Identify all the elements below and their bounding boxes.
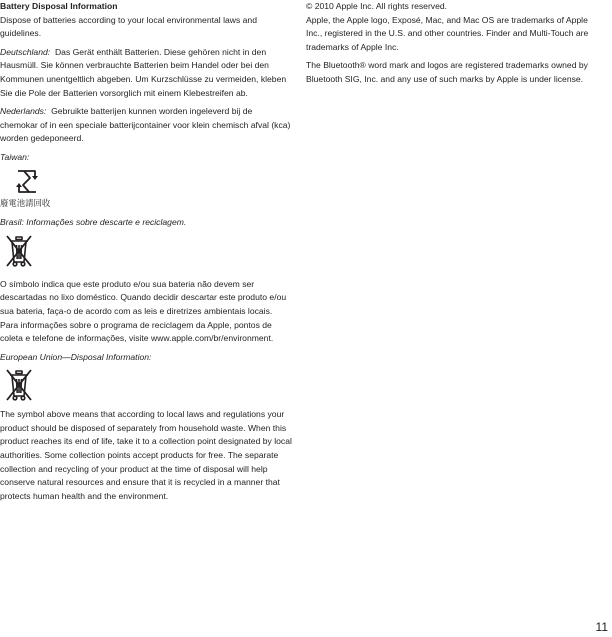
- brazil-label-paragraph: [0, 216, 292, 230]
- taiwan-label: Taiwan:: [0, 151, 30, 162]
- eu-label-paragraph: [0, 351, 292, 365]
- page-number: 11: [595, 620, 608, 634]
- netherlands-text: Gebruikte batterijen kunnen worden ingeleverd bij de chemokar of in een speciale batterijcontainer voor klein chemisch afval (kca) worden gedeponeerd.: [0, 106, 291, 144]
- trademark-text: Apple, the Apple logo, Exposé, Mac, and Mac OS are trademarks of Apple Inc., registered in the U.S. and other countries. Finder and Multi-Touch are trademarks of Apple Inc.: [306, 14, 589, 52]
- battery-intro: [0, 0, 292, 41]
- copyright-paragraph: [306, 0, 596, 14]
- eu-label: European Union—Disposal Information:: [0, 351, 152, 362]
- eu-paragraph: [0, 408, 292, 503]
- taiwan-label-paragraph: [0, 151, 292, 165]
- bluetooth-paragraph: [306, 59, 596, 86]
- brazil-label: Brasil: Informações sobre descarte e reciclagem.: [0, 217, 187, 228]
- netherlands-label: Nederlands:: [0, 106, 47, 117]
- brazil-text: O símbolo indica que este produto e/ou sua bateria não devem ser descartadas no lixo doméstico. Quando decidir descartar este produto e/ou sua bateria, faça-o de acordo com as leis e diretrizes ambientais locais. Para informações sobre o programa de reciclagem da Apple, pontos de coleta e telefone de informações, visite www.apple.com/br/environment.: [0, 278, 287, 344]
- germany-text: Das Gerät enthält Batterien. Diese gehören nicht in den Hausmüll. Sie können verbrauchte Batterien beim Handel oder bei den Kommunen unentgeltlich abgeben. Um Kurzschlüsse zu vermeiden, kleben Sie die Pole der Batterien vorsorglich mit einem Klebestreifen ab.: [0, 46, 287, 98]
- eu-text: The symbol above means that according to local laws and regulations your product should be disposed of separately from household waste. When this product reaches its end of life, take it to a collection point designated by local authorities. Some collection points accept products for free. The separate collection and recycling of your product at the time of disposal will help conserve natural resources and ensure that it is recycled in a manner that protects human health and the environment.: [0, 409, 292, 501]
- crossed-out-bin-icon: [4, 368, 34, 402]
- brazil-paragraph: [0, 278, 292, 346]
- intro-text: Dispose of batteries according to your local environmental laws and guidelines.: [0, 14, 257, 39]
- trademark-paragraph: [306, 14, 596, 55]
- germany-paragraph: [0, 46, 292, 100]
- germany-label: Deutschland:: [0, 46, 51, 57]
- taiwan-recycle-icon: [14, 168, 40, 195]
- crossed-out-bin-icon: [4, 234, 34, 268]
- taiwan-text: 廢電池請回收: [0, 197, 51, 208]
- legal-column: [306, 0, 596, 92]
- battery-disposal-column: [0, 0, 292, 508]
- bluetooth-text: The Bluetooth® word mark and logos are registered trademarks owned by Bluetooth SIG, Inc. and any use of such marks by Apple is under license.: [306, 60, 588, 84]
- copyright-text: © 2010 Apple Inc. All rights reserved.: [306, 1, 448, 11]
- section-title: Battery Disposal Information: [0, 1, 118, 11]
- netherlands-paragraph: [0, 105, 292, 146]
